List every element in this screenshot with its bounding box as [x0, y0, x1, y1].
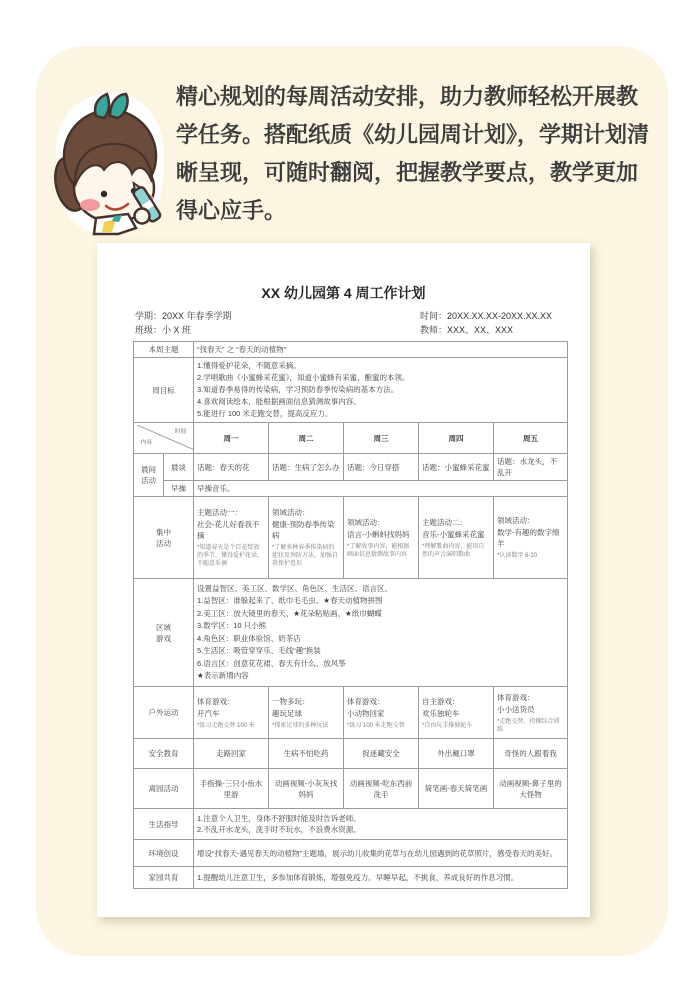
activity-kind: 领域活动：: [347, 517, 385, 527]
goal-line: 2.学唱歌曲《小蜜蜂采花蜜》，知道小蜜蜂有采蜜、酿蜜的本领。: [197, 373, 410, 382]
goal-line: 3.知道春季易得的传染病，学习预防春季传染病的基本方法。: [197, 385, 399, 394]
activity-name: 语言-小蝌蚪找妈妈: [347, 529, 410, 539]
activity-name: 小小送货员: [497, 704, 535, 714]
focus-thursday: [419, 497, 494, 579]
departure-activity-label: 离园活动: [134, 769, 194, 809]
document-title: XX 幼儿园第 4 周工作计划: [261, 285, 426, 301]
focus-wednesday: [344, 497, 419, 579]
zone-line: 设置益智区、美工区、数学区、角色区、生活区、语言区。: [197, 583, 392, 593]
activity-name: 音乐-小蜜蜂采花蜜: [422, 529, 485, 539]
outdoor-monday: [194, 687, 269, 739]
safety-education-label: 安全教育: [134, 739, 194, 769]
morning-activity-text: 晨间活动: [141, 465, 156, 485]
safety-monday: 走路回家: [194, 739, 269, 769]
zone-line: 1.益智区：谁躲起来了、纸巾毛毛虫、★春天动植物拼图: [197, 596, 383, 605]
meta-time: 时间：20XX.XX.XX-20XX.XX.XX: [420, 311, 553, 321]
cream-card: [36, 46, 668, 956]
day-header-friday: 周五: [494, 423, 568, 454]
zone-line: ★表示新增内容: [197, 671, 249, 680]
weekly-plan-table: [133, 341, 568, 889]
departure-thursday: 简笔画-春天简笔画: [419, 769, 494, 809]
day-header-wednesday: 周三: [344, 423, 419, 454]
goal-line: 4.喜欢阅读绘本，能根据画面信息猜测故事内容。: [197, 397, 361, 406]
safety-wednesday: 捉迷藏安全: [344, 739, 419, 769]
activity-note: *走跑交替、投掷综合训练: [497, 718, 560, 733]
morning-activity-label: [134, 454, 164, 497]
safety-thursday: 外出戴口罩: [419, 739, 494, 769]
focus-activity-text: 集中活动: [156, 527, 171, 548]
activity-kind: 体育游戏：: [347, 696, 385, 706]
activity-name: 开汽车: [197, 708, 220, 718]
zone-line: 2.美工区：放大镜里的春天、★花朵粘贴画、★纸巾蝴蝶: [197, 608, 382, 618]
day-header-tuesday: 周二: [269, 423, 344, 454]
safety-tuesday: 生病不怕吃药: [269, 739, 344, 769]
departure-tuesday: 动画视频-小灰灰找妈妈: [269, 769, 344, 809]
left-eye: [101, 191, 107, 197]
activity-kind: 体育游戏：: [497, 692, 535, 702]
life-guidance-cell: [194, 809, 568, 840]
meta-teacher: 教师：XXX、XX、XXX: [420, 325, 514, 335]
home-coeducation-value: 1.提醒幼儿注意卫生，多参加体育锻炼，增强免疫力。早睡早起，不挑食，养成良好的作息习惯。: [194, 867, 568, 889]
activity-note: *理解歌曲内容，能用自然的声音演唱歌曲: [422, 543, 485, 558]
life-line: 1.注意个人卫生，身体不舒服时能及时告诉老师。: [197, 814, 361, 823]
morning-talk-tuesday: 话题：生病了怎么办: [269, 454, 344, 481]
focus-activity-label: [134, 497, 194, 579]
activity-note: *知道春天是个百花绽放的季节，懂得爱护花朵，不随意采摘: [197, 545, 264, 567]
meta-semester: 学期：20XX 年春季学期: [135, 311, 232, 321]
corner-time-label: 时间: [174, 429, 186, 435]
safety-friday: 奇怪的人跟着我: [494, 739, 568, 769]
activity-kind: 体育游戏：: [197, 696, 235, 706]
activity-note: *了解故事内容，能根据画面信息猜测故事内容: [347, 543, 410, 558]
activity-note: *练习走跑交替 100 米: [197, 722, 255, 729]
zone-line: 5.生活区：吸管穿穿乐、毛线“趣”换装: [197, 646, 321, 655]
goal-line: 1.懂得爱护花朵，不随意采摘。: [197, 361, 301, 370]
focus-monday: [194, 497, 269, 579]
departure-wednesday: 动画视频-吃东西前洗手: [344, 769, 419, 809]
life-guidance-label: 生活指导: [134, 809, 194, 840]
zone-line: 6.语言区：创意花花裙、春天有什么、放风筝: [197, 658, 346, 668]
activity-kind: 主题活动二：: [422, 517, 467, 527]
morning-talk-wednesday: 话题：今日穿搭: [344, 454, 419, 481]
activity-name: 欢乐独轮车: [422, 708, 460, 718]
goal-line: 5.能进行 100 米走跑交替，提高反应力。: [197, 409, 333, 418]
activity-kind: 领域活动：: [272, 508, 310, 517]
activity-name: 趣玩足球: [272, 708, 302, 718]
activity-kind: 主题活动一：: [197, 508, 242, 517]
outdoor-sports-label: 户外运动: [134, 687, 194, 739]
activity-note: *认读数字 6-10: [497, 553, 538, 559]
day-header-monday: 周一: [194, 423, 269, 454]
activity-note: *自由玩手推独轮车: [422, 722, 473, 729]
departure-friday: 动画视频-鼻子里的大怪物: [494, 769, 568, 809]
morning-talk-friday: 话题：水龙头，不乱开: [494, 454, 568, 481]
activity-kind: 自主游戏：: [422, 696, 460, 706]
morning-exercise-label: 早操: [164, 481, 194, 497]
zone-games-text: 区域游戏: [156, 622, 171, 643]
meta-class: 班级：小 X 班: [135, 325, 192, 335]
activity-name: 数学-有趣的数字绵羊: [497, 528, 560, 548]
morning-exercise-value: 早操音乐。: [194, 481, 568, 497]
activity-note: *练习 100 米走跑交替: [347, 722, 405, 729]
hand: [135, 209, 150, 224]
week-theme-label: 本周主题: [134, 342, 194, 358]
document-meta: [97, 309, 590, 337]
activity-name: 小动物回家: [347, 708, 385, 718]
morning-talk-thursday: 话题：小蜜蜂采花蜜: [419, 454, 494, 481]
girl-mascot-illustration: [44, 86, 168, 236]
activity-kind: 一物多玩：: [272, 696, 310, 706]
zone-games-cell: [194, 579, 568, 687]
environment-label: 环境创设: [134, 840, 194, 867]
activity-name: 健康-预防春季传染病: [272, 520, 335, 540]
morning-talk-monday: 话题：春天的花: [194, 454, 269, 481]
zone-games-label: [134, 579, 194, 687]
departure-monday: 手指操-三只小鱼水里游: [194, 769, 269, 809]
corner-header-cell: [134, 423, 194, 454]
outdoor-wednesday: [344, 687, 419, 739]
day-header-thursday: 周四: [419, 423, 494, 454]
activity-note: *了解多种春季传染病的症状及预防方法，加强自我保护意识: [272, 545, 339, 567]
activity-name: 社会-花儿好看我不摘: [197, 520, 260, 540]
week-goals-cell: [194, 358, 568, 423]
week-goals-label: 周目标: [134, 358, 194, 423]
home-coeducation-label: 家园共育: [134, 867, 194, 889]
zone-line: 4.角色区：职业体验馆、奶茶店: [197, 633, 301, 643]
focus-friday: [494, 497, 568, 579]
environment-value: 增设“找春天-遇见春天的动植物”主题墙，展示幼儿收集的花草与在幼儿园遇到的花草照片，感受春天的美好。: [194, 840, 568, 867]
corner-content-label: 内容: [141, 440, 153, 446]
outdoor-tuesday: [269, 687, 344, 739]
outdoor-thursday: [419, 687, 494, 739]
week-theme-value: “找春天” 之 “春天的动植物”: [194, 342, 568, 358]
zone-line: 3.数学区：10 只小熊: [197, 621, 267, 630]
life-line: 2.不乱开水龙头，洗手时不玩水，不浪费水资源。: [197, 825, 361, 834]
document-page: [97, 243, 590, 917]
intro-paragraph: 精心规划的每周活动安排，助力教师轻松开展教学任务。搭配纸质《幼儿园周计划》，学期计划清晰呈现，可随时翻阅，把握教学要点，教学更加得心应手。: [176, 84, 650, 223]
left-blush: [80, 199, 100, 211]
outdoor-friday: [494, 687, 568, 739]
morning-talk-label: 晨谈: [164, 454, 194, 481]
focus-tuesday: [269, 497, 344, 579]
activity-kind: 领域活动：: [497, 516, 535, 525]
activity-note: *探索足球的多种玩法: [272, 722, 329, 729]
